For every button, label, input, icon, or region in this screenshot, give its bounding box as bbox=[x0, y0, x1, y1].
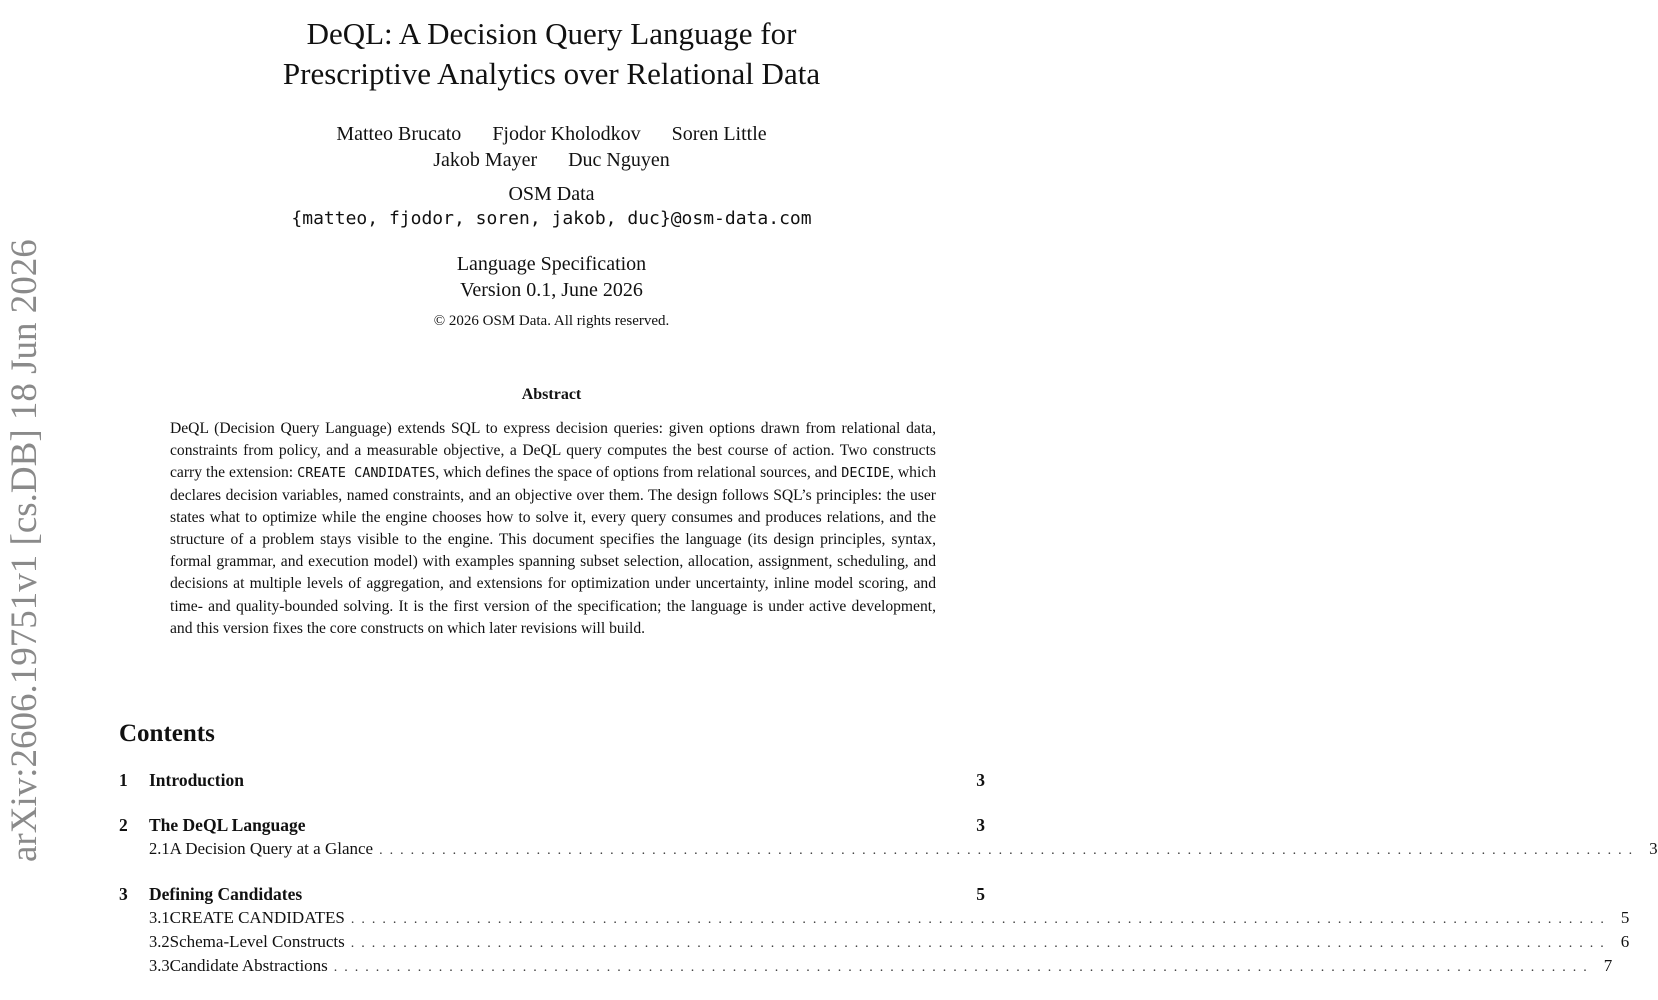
toc-leader-dots: ........................................................................................................................ bbox=[379, 843, 1640, 858]
document-version: Version 0.1, June 2026 bbox=[460, 279, 643, 301]
toc-section-title[interactable]: Defining Candidates bbox=[149, 884, 303, 904]
toc-subsection-title[interactable]: Candidate Abstractions bbox=[169, 956, 328, 975]
toc-section-entry[interactable] bbox=[119, 884, 985, 908]
toc-subsection-number: 2.1 bbox=[149, 839, 170, 858]
inline-code: DECIDE bbox=[841, 465, 890, 482]
title-block bbox=[0, 14, 1103, 330]
toc-section-title[interactable]: The DeQL Language bbox=[149, 815, 306, 835]
abstract-text: DeQL (Decision Query Language) extends SQL to express decision queries: given options drawn from relational data, constraints from policy, and a measurable objective, a DeQL query computes the best course of action. Two constructs carry the extension: bbox=[170, 420, 936, 482]
paper-title-line-2: Prescriptive Analytics over Relational Data bbox=[282, 56, 821, 91]
inline-code: CREATE CANDIDATES bbox=[297, 465, 436, 482]
toc-section-number: 1 bbox=[119, 770, 128, 790]
paper-title bbox=[0, 14, 1103, 94]
author-name: Soren Little bbox=[671, 123, 767, 145]
toc-section-number: 2 bbox=[119, 815, 128, 835]
toc-page-number[interactable]: 5 bbox=[1620, 908, 1630, 927]
toc-subsection-title[interactable]: A Decision Query at a Glance bbox=[169, 839, 374, 858]
toc-leader-dots: ........................................................................................................................ bbox=[333, 960, 1594, 975]
table-of-contents bbox=[119, 770, 1658, 980]
abstract-body bbox=[170, 418, 936, 640]
toc-subsection-title[interactable]: CREATE CANDIDATES bbox=[169, 908, 345, 927]
author-name: Jakob Mayer bbox=[433, 149, 538, 171]
toc-page-number[interactable]: 3 bbox=[1649, 839, 1658, 858]
document-type: Language Specification bbox=[456, 253, 647, 275]
organization: OSM Data bbox=[508, 183, 595, 205]
author-name: Matteo Brucato bbox=[336, 123, 462, 145]
copyright-notice: © 2026 OSM Data. All rights reserved. bbox=[433, 313, 670, 329]
toc-subsection-entry[interactable] bbox=[119, 908, 1630, 932]
toc-page-number[interactable]: 7 bbox=[1603, 956, 1613, 975]
toc-page-number[interactable]: 3 bbox=[976, 815, 985, 835]
toc-section-entry[interactable] bbox=[119, 815, 985, 839]
arxiv-stamp-text: arXiv:2606.19751v1 [cs.DB] 18 Jun 2026 bbox=[4, 239, 45, 862]
toc-leader-dots: ........................................................................................................................ bbox=[350, 936, 1611, 951]
toc-subsection-title[interactable]: Schema-Level Constructs bbox=[169, 932, 345, 951]
abstract-text: , which declares decision variables, named constraints, and an objective over them. The design follows SQL’s principles: the user states what to optimize while the engine chooses how to solve it, every query consumes and produces relations, and the structure of a problem stays visible to the engine. This document specifies the language (its design principles, syntax, formal grammar, and execution model) with examples spanning subset selection, allocation, assignment, scheduling, and decisions at multiple levels of aggregation, and extensions for optimization under uncertainty, inline model scoring, and time- and quality-bounded solving. It is the first version of the specification; the language is under active development, and this version fixes the core constructs on which later revisions will build. bbox=[170, 464, 936, 637]
abstract-heading: Abstract bbox=[521, 386, 582, 403]
toc-page-number[interactable]: 5 bbox=[976, 884, 985, 904]
toc-section-number: 3 bbox=[119, 884, 128, 904]
abstract-text: , which defines the space of options from relational sources, and bbox=[435, 464, 842, 482]
toc-subsection-number: 3.3 bbox=[149, 956, 170, 975]
author-name: Duc Nguyen bbox=[568, 149, 670, 171]
toc-leader-dots: ........................................................................................................................ bbox=[350, 912, 1611, 927]
toc-subsection-number: 3.2 bbox=[149, 932, 170, 951]
contents-heading: Contents bbox=[119, 720, 215, 747]
toc-subsection-number: 3.1 bbox=[149, 908, 170, 927]
toc-subsection-entry[interactable] bbox=[119, 956, 1613, 980]
author-name: Fjodor Kholodkov bbox=[492, 123, 641, 145]
author-list bbox=[0, 121, 1103, 173]
toc-section-entry[interactable] bbox=[119, 770, 985, 794]
toc-subsection-entry[interactable] bbox=[119, 839, 1658, 863]
paper-title-line-1: DeQL: A Decision Query Language for bbox=[306, 16, 797, 51]
toc-page-number[interactable]: 3 bbox=[976, 770, 985, 790]
toc-section-title[interactable]: Introduction bbox=[149, 770, 244, 790]
toc-subsection-entry[interactable] bbox=[119, 932, 1630, 956]
toc-page-number[interactable]: 6 bbox=[1620, 932, 1630, 951]
author-email: {matteo, fjodor, soren, jakob, duc}@osm-data.com bbox=[291, 208, 812, 229]
